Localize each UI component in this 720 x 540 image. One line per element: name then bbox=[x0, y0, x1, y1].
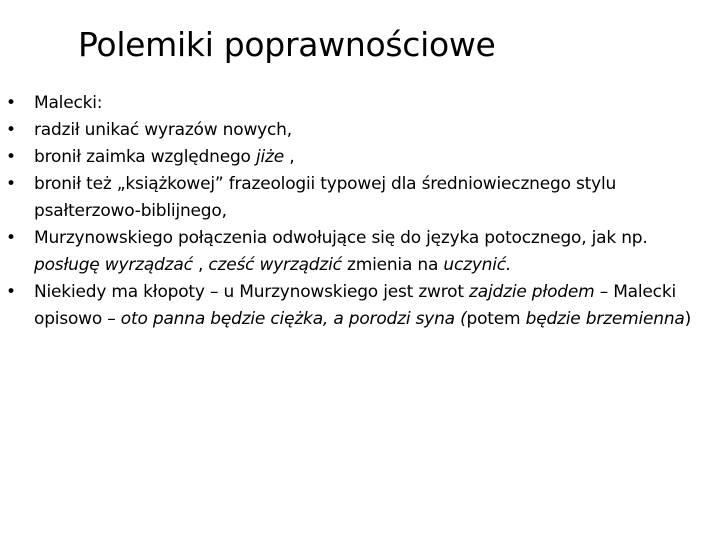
text-run: bronił zaimka względnego bbox=[34, 147, 256, 167]
bullet-item bbox=[0, 144, 700, 171]
bullet-item bbox=[0, 225, 700, 279]
text-run: zmienia na bbox=[341, 255, 444, 275]
bullet-icon bbox=[0, 171, 34, 198]
bullet-item bbox=[0, 279, 700, 333]
slide-title: Polemiki poprawnościowe bbox=[78, 25, 496, 64]
italic-run: zajdzie płodem bbox=[469, 282, 595, 302]
text-run: – Malecki opisowo – bbox=[34, 282, 676, 329]
italic-run: oto panna będzie ciężka, a porodzi syna ( bbox=[120, 309, 467, 329]
italic-run: będzie brzemienna bbox=[525, 309, 685, 329]
bullet-item bbox=[0, 90, 700, 117]
bullet-item bbox=[0, 117, 700, 144]
bullet-icon bbox=[0, 279, 34, 306]
bullet-icon bbox=[0, 225, 34, 252]
italic-run: jiże bbox=[255, 147, 284, 167]
text-run: Malecki: bbox=[34, 93, 103, 113]
bullet-text bbox=[34, 174, 616, 221]
italic-run: cześć wyrządzić bbox=[208, 255, 342, 275]
italic-run: posługę wyrządzać bbox=[34, 255, 193, 275]
bullet-icon bbox=[0, 90, 34, 117]
bullet-text bbox=[34, 147, 294, 167]
bullet-text bbox=[34, 120, 292, 140]
bullet-icon bbox=[0, 144, 34, 171]
bullet-text bbox=[34, 282, 691, 329]
bullet-icon bbox=[0, 117, 34, 144]
bullet-item bbox=[0, 171, 700, 225]
bullet-list bbox=[0, 90, 700, 333]
bullet-text bbox=[34, 228, 648, 275]
text-run: , bbox=[283, 147, 295, 167]
text-run: potem bbox=[466, 309, 526, 329]
text-run: , bbox=[192, 255, 209, 275]
text-run: ) bbox=[684, 309, 692, 329]
bullet-text bbox=[34, 93, 102, 113]
text-run: radził unikać wyrazów nowych, bbox=[34, 120, 292, 140]
text-run: Murzynowskiego połączenia odwołujące się do języka potocznego, jak np. bbox=[34, 228, 648, 248]
text-run: bronił też „książkowej” frazeologii typowej dla średniowiecznego stylu psałterzowo-biblijnego, bbox=[34, 174, 617, 221]
italic-run: uczynić. bbox=[443, 255, 512, 275]
text-run: Niekiedy ma kłopoty – u Murzynowskiego jest zwrot bbox=[34, 282, 470, 302]
